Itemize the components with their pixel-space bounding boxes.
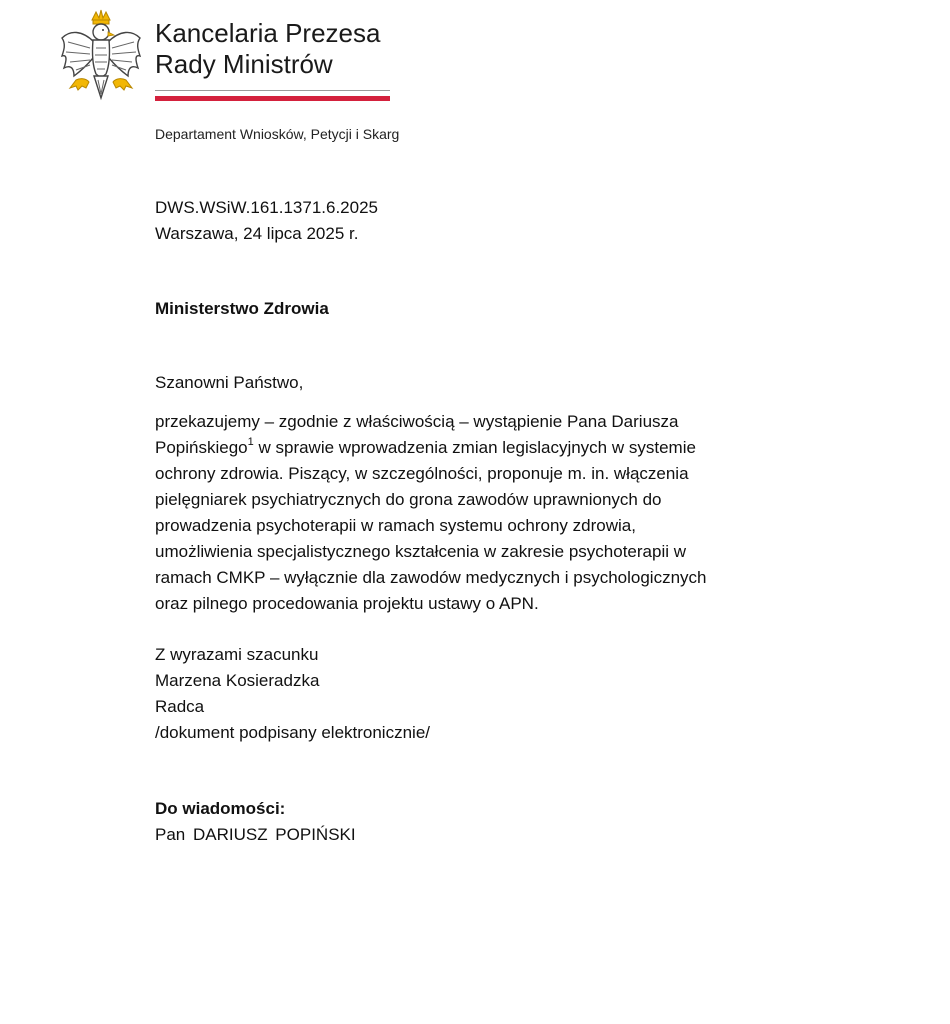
closing-block xyxy=(155,642,430,746)
body-line-lead: Popińskiego xyxy=(155,438,248,457)
letter-body xyxy=(155,409,795,617)
organization-name xyxy=(155,18,380,80)
body-line: pielęgniarek psychiatrycznych do grona zawodów uprawnionych do xyxy=(155,490,662,509)
signature-note: /dokument podpisany elektronicznie/ xyxy=(155,723,430,742)
body-line: prowadzenia psychoterapii w ramach systemu ochrony zdrowia, xyxy=(155,516,636,535)
salutation: Szanowni Państwo, xyxy=(155,373,304,392)
white-eagle-emblem-icon xyxy=(56,8,146,104)
copy-to-label: Do wiadomości: xyxy=(155,799,286,818)
body-line: ochrony zdrowia. Piszący, w szczególności, proponuje m. in. włączenia xyxy=(155,464,689,483)
reference-block xyxy=(155,195,378,247)
closing-regards: Z wyrazami szacunku xyxy=(155,645,319,664)
body-line xyxy=(155,435,795,461)
copy-to-name: Pan DARIUSZ POPIŃSKI xyxy=(155,825,356,844)
body-line: oraz pilnego procedowania projektu ustawy o APN. xyxy=(155,594,539,613)
body-line: przekazujemy – zgodnie z właściwością – wystąpienie Pana Dariusza xyxy=(155,412,679,431)
header-divider-gray xyxy=(155,90,390,91)
signatory-name: Marzena Kosieradzka xyxy=(155,671,320,690)
signatory-position: Radca xyxy=(155,697,205,716)
organization-name-line-1: Kancelaria Prezesa xyxy=(155,18,381,48)
copy-to-block xyxy=(155,796,356,848)
organization-name-line-2: Rady Ministrów xyxy=(155,49,333,79)
department-name: Departament Wniosków, Petycji i Skarg xyxy=(155,126,400,142)
body-line: ramach CMKP – wyłącznie dla zawodów medycznych i psychologicznych xyxy=(155,568,707,587)
place-and-date: Warszawa, 24 lipca 2025 r. xyxy=(155,224,359,243)
header-divider-red xyxy=(155,96,390,101)
reference-number: DWS.WSiW.161.1371.6.2025 xyxy=(155,198,379,217)
footnote-marker: 1 xyxy=(247,436,254,449)
recipient: Ministerstwo Zdrowia xyxy=(155,299,329,318)
body-line: umożliwienia specjalistycznego kształcenia w zakresie psychoterapii w xyxy=(155,542,687,561)
body-line-rest: w sprawie wprowadzenia zmian legislacyjnych w systemie xyxy=(258,438,696,457)
